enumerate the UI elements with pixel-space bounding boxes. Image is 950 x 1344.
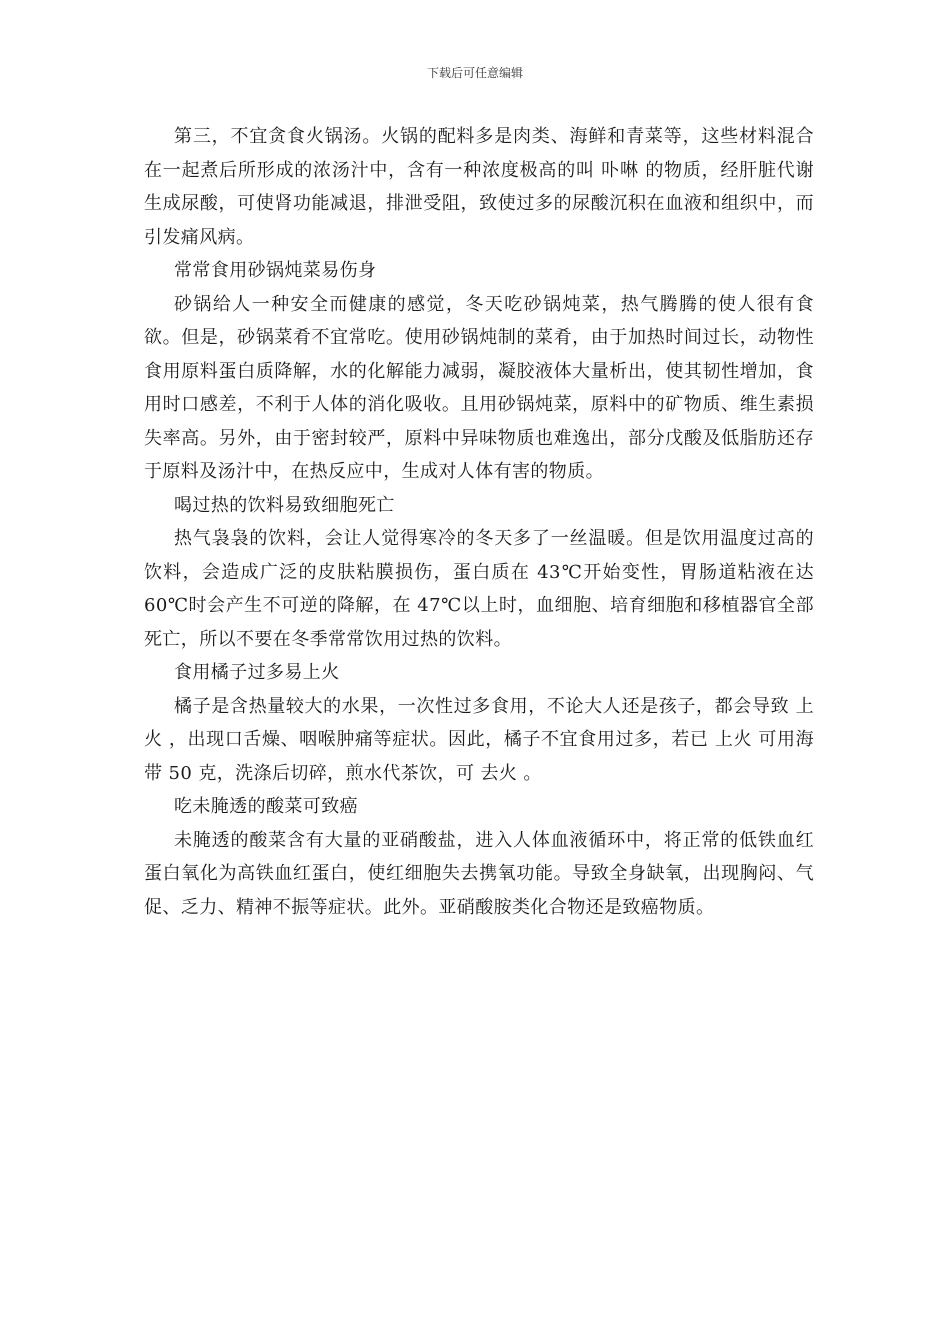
heading-oranges: 食用橘子过多易上火: [174, 662, 340, 683]
paragraph-hotpot-soup: 第三，不宜贪食火锅汤。火锅的配料多是肉类、海鲜和青菜等，这些材料混合在一起煮后所形成的浓汤汁中，含有一种浓度极高的叫 卟啉 的物质，经肝脏代谢生成尿酸，可使肾功能减退，排泄受阻，致使过多的尿酸沉积在血液和组织中，而引发痛风病。: [144, 126, 814, 248]
heading-casserole: 常常食用砂锅炖菜易伤身: [174, 260, 377, 281]
heading-hot-drinks: 喝过热的饮料易致细胞死亡: [174, 494, 395, 516]
paragraph-oranges: 橘子是含热量较大的水果，一次性过多食用，不论大人还是孩子，都会导致 上火 ，出现口舌燥、咽喉肿痛等症状。因此，橘子不宜食用过多，若已 上火 可用海带 50 克，洗涤后切碎，煎水代茶饮，可 去火 。: [144, 695, 814, 784]
paragraph-casserole: 砂锅给人一种安全而健康的感觉，冬天吃砂锅炖菜，热气腾腾的使人很有食欲。但是，砂锅菜肴不宜常吃。使用砂锅炖制的菜肴，由于加热时间过长，动物性食用原料蛋白质降解，水的化解能力减弱，凝胶液体大量析出，使其韧性增加，食用时口感差，不利于人体的消化吸收。且用砂锅炖菜，原料中的矿物质、维生素损失率高。另外，由于密封较严，原料中异味物质也难逸出，部分戊酸及低脂肪还存于原料及汤汁中，在热反应中，生成对人体有害的物质。: [144, 293, 814, 482]
paragraph-pickled-cabbage: 未腌透的酸菜含有大量的亚硝酸盐，进入人体血液循环中，将正常的低铁血红蛋白氧化为高铁血红蛋白，使红细胞失去携氧功能。导致全身缺氧，出现胸闷、气促、乏力、精神不振等症状。此外。亚硝酸胺类化合物还是致癌物质。: [144, 829, 814, 918]
document-body: [144, 120, 814, 924]
paragraph-hot-drinks: 热气袅袅的饮料，会让人觉得寒冷的冬天多了一丝温暖。但是饮用温度过高的饮料，会造成广泛的皮肤粘膜损伤，蛋白质在 43℃开始变性，胃肠道粘液在达 60℃时会产生不可逆的降解，在 47℃以上时，血细胞、培育细胞和移植器官全部死亡，所以不要在冬季常常饮用过热的饮料。: [144, 528, 814, 650]
heading-pickled-cabbage: 吃未腌透的酸菜可致癌: [174, 796, 358, 817]
page-header: 下载后可任意编辑: [426, 66, 523, 80]
